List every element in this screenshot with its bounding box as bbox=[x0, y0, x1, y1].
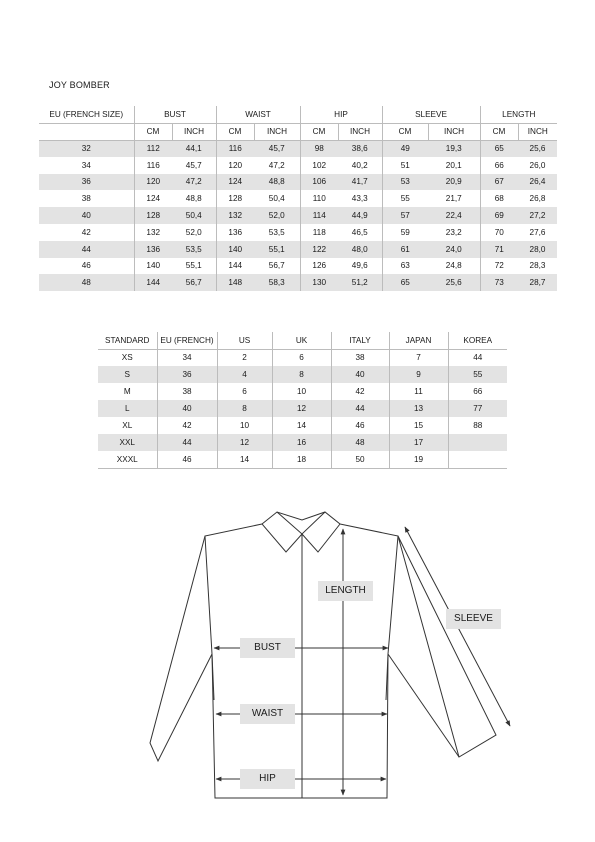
measurement-cell: 140 bbox=[146, 261, 161, 271]
measurement-cell: 58,3 bbox=[254, 274, 300, 291]
conversion-cell: 12 bbox=[217, 434, 272, 451]
conversion-header: KOREA bbox=[448, 332, 507, 349]
measurement-cell: 48,8 bbox=[254, 174, 300, 191]
measurement-cell: 26,4 bbox=[518, 174, 557, 191]
measurement-cell: 50,4 bbox=[254, 190, 300, 207]
measurement-cell: 45,7 bbox=[172, 157, 216, 174]
conversion-header: STANDARD bbox=[98, 332, 157, 349]
measurement-cell: 61 bbox=[382, 241, 428, 258]
conversion-header: UK bbox=[272, 332, 331, 349]
measurement-cell: 24,0 bbox=[428, 241, 480, 258]
measurement-cell: 136 bbox=[134, 241, 172, 258]
table-row bbox=[39, 224, 557, 241]
measurement-cell: 72 bbox=[494, 261, 504, 271]
header-length: LENGTH bbox=[480, 106, 557, 123]
table-row bbox=[98, 434, 507, 451]
measurement-cell: 20,9 bbox=[428, 174, 480, 191]
unit-header: INCH bbox=[172, 123, 216, 140]
conversion-cell: 18 bbox=[272, 451, 331, 468]
unit-header: CM bbox=[216, 123, 254, 140]
conversion-cell: 44 bbox=[157, 434, 217, 451]
measurement-cell: 28,0 bbox=[518, 241, 557, 258]
measurement-cell: 59 bbox=[400, 227, 410, 237]
size-cell: 42 bbox=[39, 224, 134, 241]
measurement-cell: 116 bbox=[146, 160, 160, 170]
measurement-cell: 44,1 bbox=[172, 140, 216, 157]
jacket-measurement-diagram bbox=[0, 495, 595, 815]
measurement-cell: 47,2 bbox=[254, 157, 300, 174]
conversion-cell: 8 bbox=[272, 366, 331, 383]
measurement-cell: 70 bbox=[494, 227, 504, 237]
measurement-cell: 40,2 bbox=[338, 157, 382, 174]
sleeve-label: SLEEVE bbox=[446, 609, 501, 629]
measurement-cell: 19,3 bbox=[428, 140, 480, 157]
table-row bbox=[39, 157, 557, 174]
measurement-cell: 124 bbox=[146, 194, 161, 204]
measurement-cell: 116 bbox=[216, 140, 254, 157]
measurement-cell: 28,7 bbox=[518, 274, 557, 291]
table-row bbox=[39, 274, 557, 291]
standard-size-cell: XXXL bbox=[98, 451, 157, 468]
table-row bbox=[98, 417, 507, 434]
conversion-cell: 50 bbox=[331, 451, 389, 468]
units-blank bbox=[39, 123, 134, 140]
conversion-cell: 16 bbox=[272, 434, 331, 451]
measurement-cell: 44,9 bbox=[338, 207, 382, 224]
conversion-cell: 2 bbox=[217, 349, 272, 366]
unit-header: CM bbox=[382, 123, 428, 140]
measurement-cell: 140 bbox=[216, 241, 254, 258]
measurement-cell: 38,6 bbox=[338, 140, 382, 157]
conversion-cell bbox=[448, 434, 507, 451]
conversion-cell: 12 bbox=[272, 400, 331, 417]
measurement-cell: 24,8 bbox=[428, 258, 480, 275]
measurement-cell: 45,7 bbox=[254, 140, 300, 157]
size-table-header-row bbox=[39, 106, 557, 123]
measurement-cell: 68 bbox=[494, 194, 504, 204]
size-cell: 46 bbox=[39, 258, 134, 275]
table-row bbox=[98, 400, 507, 417]
conversion-cell: 46 bbox=[157, 451, 217, 468]
conversion-cell: 66 bbox=[473, 387, 483, 396]
measurement-cell: 57 bbox=[382, 207, 428, 224]
measurement-cell: 51,2 bbox=[338, 274, 382, 291]
measurement-cell: 98 bbox=[300, 140, 338, 157]
conversion-cell: 17 bbox=[389, 434, 448, 451]
unit-header: INCH bbox=[518, 123, 557, 140]
measurement-cell: 55,1 bbox=[172, 258, 216, 275]
header-eu-size: EU (FRENCH SIZE) bbox=[39, 106, 134, 123]
measurement-cell: 51 bbox=[400, 160, 410, 170]
header-waist: WAIST bbox=[216, 106, 300, 123]
measurement-cell: 128 bbox=[134, 207, 172, 224]
measurement-cell: 144 bbox=[134, 274, 172, 291]
standard-size-cell: XL bbox=[98, 417, 157, 434]
measurement-cell: 49,6 bbox=[338, 258, 382, 275]
size-table-units-row bbox=[39, 123, 557, 140]
measurement-cell: 46,5 bbox=[338, 224, 382, 241]
standard-size-cell: M bbox=[98, 383, 157, 400]
measurement-cell: 120 bbox=[134, 174, 172, 191]
conversion-cell: 48 bbox=[331, 434, 389, 451]
table-row bbox=[39, 174, 557, 191]
table-row bbox=[98, 349, 507, 366]
measurement-cell: 55 bbox=[400, 194, 410, 204]
measurement-cell: 106 bbox=[300, 174, 338, 191]
conversion-cell: 9 bbox=[389, 366, 448, 383]
measurement-cell: 48,0 bbox=[338, 241, 382, 258]
size-measurement-table bbox=[39, 106, 557, 291]
conversion-cell: 4 bbox=[217, 366, 272, 383]
conversion-cell: 46 bbox=[331, 417, 389, 434]
measurement-cell: 55,1 bbox=[254, 241, 300, 258]
conversion-cell: 40 bbox=[157, 400, 217, 417]
conversion-cell: 38 bbox=[331, 349, 389, 366]
unit-header: INCH bbox=[428, 123, 480, 140]
conversion-cell: 42 bbox=[331, 383, 389, 400]
table-row bbox=[98, 383, 507, 400]
measurement-cell: 65 bbox=[480, 140, 518, 157]
conversion-cell: 34 bbox=[157, 349, 217, 366]
measurement-cell: 52,0 bbox=[172, 224, 216, 241]
measurement-cell: 20,1 bbox=[428, 157, 480, 174]
standard-size-cell: XXL bbox=[98, 434, 157, 451]
conversion-cell: 11 bbox=[389, 383, 448, 400]
conversion-cell: 6 bbox=[217, 383, 272, 400]
conversion-cell: 44 bbox=[473, 353, 483, 363]
conversion-cell: 10 bbox=[272, 383, 331, 400]
measurement-cell: 25,6 bbox=[428, 274, 480, 291]
measurement-cell: 114 bbox=[300, 207, 338, 224]
waist-label: WAIST bbox=[240, 704, 295, 724]
size-cell: 44 bbox=[39, 241, 134, 258]
conversion-cell: 10 bbox=[217, 417, 272, 434]
table-row bbox=[39, 190, 557, 207]
measurement-cell: 41,7 bbox=[338, 174, 382, 191]
measurement-cell: 53,5 bbox=[254, 224, 300, 241]
measurement-cell: 48,8 bbox=[172, 190, 216, 207]
measurement-cell: 50,4 bbox=[172, 207, 216, 224]
measurement-cell: 26,8 bbox=[529, 194, 546, 204]
measurement-cell: 112 bbox=[134, 140, 172, 157]
measurement-cell: 26,0 bbox=[529, 160, 546, 170]
measurement-cell: 53 bbox=[382, 174, 428, 191]
measurement-cell: 49 bbox=[382, 140, 428, 157]
conversion-cell: 8 bbox=[217, 400, 272, 417]
conversion-cell: 14 bbox=[272, 417, 331, 434]
size-cell: 40 bbox=[39, 207, 134, 224]
table-row bbox=[39, 140, 557, 157]
standard-size-cell: L bbox=[98, 400, 157, 417]
hip-label: HIP bbox=[240, 769, 295, 789]
conversion-cell: 15 bbox=[389, 417, 448, 434]
measurement-cell: 110 bbox=[312, 194, 326, 204]
bust-label: BUST bbox=[240, 638, 295, 658]
measurement-cell: 118 bbox=[312, 227, 326, 237]
table-row bbox=[98, 451, 507, 468]
unit-header: CM bbox=[134, 123, 172, 140]
measurement-cell: 28,3 bbox=[529, 261, 546, 271]
conversion-cell: 77 bbox=[448, 400, 507, 417]
measurement-cell: 69 bbox=[480, 207, 518, 224]
conversion-header: ITALY bbox=[331, 332, 389, 349]
conversion-cell: 14 bbox=[217, 451, 272, 468]
conversion-header: US bbox=[217, 332, 272, 349]
conversion-cell: 38 bbox=[157, 383, 217, 400]
size-cell: 36 bbox=[39, 174, 134, 191]
measurement-cell: 132 bbox=[146, 227, 161, 237]
conversion-cell: 36 bbox=[157, 366, 217, 383]
measurement-cell: 27,6 bbox=[529, 227, 546, 237]
standard-size-cell: S bbox=[98, 366, 157, 383]
measurement-cell: 144 bbox=[228, 261, 243, 271]
conversion-header: EU (FRENCH) bbox=[157, 332, 217, 349]
conversion-cell: 7 bbox=[389, 349, 448, 366]
conversion-header: JAPAN bbox=[389, 332, 448, 349]
conversion-cell: 55 bbox=[448, 366, 507, 383]
measurement-cell: 136 bbox=[228, 227, 243, 237]
conversion-cell: 40 bbox=[331, 366, 389, 383]
measurement-cell: 56,7 bbox=[172, 274, 216, 291]
conversion-cell: 88 bbox=[473, 421, 483, 430]
measurement-cell: 102 bbox=[312, 160, 327, 170]
measurement-cell: 66 bbox=[494, 160, 504, 170]
measurement-cell: 22,4 bbox=[428, 207, 480, 224]
measurement-cell: 148 bbox=[216, 274, 254, 291]
length-label: LENGTH bbox=[318, 581, 373, 601]
measurement-cell: 130 bbox=[300, 274, 338, 291]
measurement-cell: 23,2 bbox=[428, 224, 480, 241]
measurement-cell: 120 bbox=[228, 160, 243, 170]
measurement-cell: 52,0 bbox=[254, 207, 300, 224]
measurement-cell: 124 bbox=[216, 174, 254, 191]
measurement-cell: 53,5 bbox=[172, 241, 216, 258]
header-sleeve: SLEEVE bbox=[382, 106, 480, 123]
measurement-cell: 63 bbox=[400, 261, 410, 271]
unit-header: INCH bbox=[338, 123, 382, 140]
measurement-cell: 126 bbox=[312, 261, 327, 271]
jacket-outline bbox=[150, 512, 496, 798]
table-row bbox=[39, 241, 557, 258]
table-row bbox=[39, 258, 557, 275]
table-row bbox=[39, 207, 557, 224]
measurement-cell: 67 bbox=[480, 174, 518, 191]
measurement-cell: 25,6 bbox=[518, 140, 557, 157]
size-cell: 48 bbox=[39, 274, 134, 291]
table-row bbox=[98, 366, 507, 383]
conversion-cell: 42 bbox=[157, 417, 217, 434]
conversion-cell: 6 bbox=[272, 349, 331, 366]
header-bust: BUST bbox=[134, 106, 216, 123]
measurement-cell: 132 bbox=[216, 207, 254, 224]
measurement-cell: 73 bbox=[480, 274, 518, 291]
unit-header: INCH bbox=[254, 123, 300, 140]
conversion-cell: 44 bbox=[331, 400, 389, 417]
measurement-cell: 128 bbox=[228, 194, 243, 204]
measurement-cell: 65 bbox=[382, 274, 428, 291]
size-cell: 34 bbox=[39, 157, 134, 174]
measurement-lines bbox=[214, 527, 510, 795]
measurement-cell: 56,7 bbox=[254, 258, 300, 275]
conversion-cell bbox=[448, 451, 507, 468]
unit-header: CM bbox=[480, 123, 518, 140]
conversion-cell: 13 bbox=[389, 400, 448, 417]
measurement-cell: 21,7 bbox=[428, 190, 480, 207]
size-cell: 38 bbox=[39, 190, 134, 207]
measurement-cell: 47,2 bbox=[172, 174, 216, 191]
standard-size-cell: XS bbox=[98, 349, 157, 366]
measurement-cell: 27,2 bbox=[518, 207, 557, 224]
conversion-table-header-row bbox=[98, 332, 507, 349]
document-title: JOY BOMBER bbox=[49, 80, 110, 90]
size-conversion-table bbox=[98, 332, 507, 469]
conversion-cell: 19 bbox=[389, 451, 448, 468]
header-hip: HIP bbox=[300, 106, 382, 123]
unit-header: CM bbox=[300, 123, 338, 140]
measurement-cell: 71 bbox=[480, 241, 518, 258]
measurement-cell: 43,3 bbox=[338, 190, 382, 207]
size-cell: 32 bbox=[39, 140, 134, 157]
measurement-cell: 122 bbox=[300, 241, 338, 258]
